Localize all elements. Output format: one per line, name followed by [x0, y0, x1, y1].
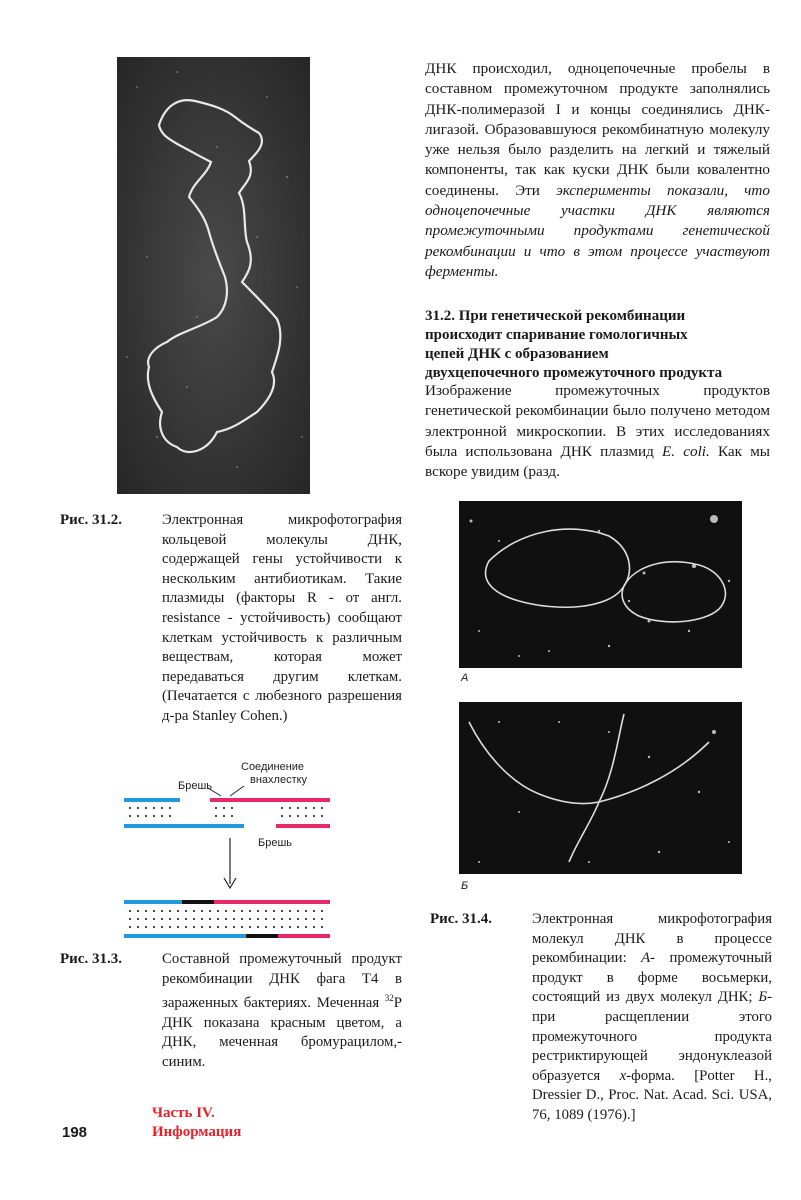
- fig-31-3-caption-pre: Составной промежуточный продукт рекомбинации ДНК фага Т4 в зараженных бактериях. Меченная: [162, 951, 402, 1012]
- fig-31-4-label-b: Б: [758, 989, 768, 1006]
- part-label: Часть IV.: [152, 1105, 215, 1121]
- intro-text: ДНК происходил, одноцепочечные пробелы в составном промежуточном продукте заполнялись ДНК-полимеразой I и концы соединялись ДНК-лигазой. Образовавшуюся рекомбинатную молекулу уже нельзя было разделить на легкий и тяжелый компоненты, так как куски ДНК были ковалентно соединены. Эти: [425, 60, 770, 199]
- red-strand-bottom-right: [276, 824, 330, 828]
- section-species: E. coli.: [662, 442, 710, 460]
- blue-strand-bottom: [124, 824, 244, 828]
- blue-strand-result-bottom: [124, 934, 246, 938]
- fig-31-4-label-a: А: [641, 950, 651, 967]
- page-number: 198: [62, 1124, 88, 1141]
- isotope-superscript: 32: [384, 993, 394, 1004]
- fig-31-4-caption-a: Электронная микрофотография молекул ДНК в процессе рекомбинации:: [532, 911, 772, 967]
- section-text-end: Как мы вскоре увидим (разд.: [425, 442, 771, 481]
- overlap-label: Соединение: [241, 761, 305, 773]
- fig-31-4-caption-b: - промежуточный продукт в форме восьмерки, состоящий из двух молекул ДНК;: [532, 950, 772, 1006]
- fig-31-2-photo: [117, 57, 310, 494]
- red-strand-top: [210, 798, 330, 802]
- fig-31-4-label: Рис. 31.4.: [430, 911, 492, 927]
- red-strand-result-bottom: [278, 934, 330, 938]
- fig-31-3-caption: [162, 950, 402, 1072]
- fig-31-4-panel-a-photo: [459, 501, 742, 668]
- fig-31-2-label: Рис. 31.2.: [60, 512, 122, 528]
- blue-strand-top-left: [124, 798, 180, 802]
- fig-31-2-caption: Электронная микрофотография кольцевой молекулы ДНК, содержащей гены устойчивости к нескольким антибиотикам. Такие плазмиды (факторы R - от англ. resistance - устойчивость) сообщают клеткам устойчивость к различным веществам, которая может передаваться другим клеткам. (Печатается с любезного разрешения д-ра Stanley Cohen.): [162, 512, 402, 724]
- panel-a-label: А: [461, 672, 469, 684]
- fig-31-4-caption-c: - при расщеплении этого промежуточного продукта рестриктирующей эндонуклеазой образуется: [532, 989, 772, 1084]
- gap-label-1: Брешь: [178, 780, 213, 792]
- section-text: Изображение промежуточных продуктов генетической рекомбинации было получено методом электронной микроскопии. В этих исследованиях была использована ДНК плазмид: [425, 382, 770, 460]
- gap-label-2: Брешь: [258, 837, 293, 849]
- right-column-text: [425, 59, 770, 282]
- fig-31-4-panel-b-photo: [459, 702, 742, 874]
- fig-31-3-caption-post: Р ДНК показана красным цветом, а ДНК, меченная бромурацилом,- синим.: [162, 995, 403, 1070]
- fig-31-3-diagram: [118, 758, 343, 948]
- panel-b-label: Б: [461, 880, 469, 892]
- part-title: Информация: [152, 1124, 242, 1140]
- fig-31-4-caption-d: -форма. [Potter H., Dressier D., Proc. Nat. Acad. Sci. USA, 76, 1089 (1976).]: [532, 1067, 772, 1123]
- section-body: [425, 381, 770, 482]
- black-segment-top: [182, 900, 214, 904]
- intro-italic: эксперименты показали, что одноцепочечные участки ДНК являются промежуточными продуктами генетической рекомбинации и что в этом процессе участвуют ферменты.: [425, 181, 770, 280]
- recombination-diagram: [118, 758, 343, 948]
- red-strand-result-top: [214, 900, 330, 904]
- blue-strand-result-top: [124, 900, 182, 904]
- fig-31-4-caption: [532, 910, 772, 1126]
- section-heading: [425, 307, 725, 383]
- overlap-label-2: внахлестку: [250, 774, 308, 786]
- black-segment-bottom: [246, 934, 278, 938]
- section-heading-text: 31.2. При генетической рекомбинации происходит спаривание гомологичных цепей ДНК с образованием двухцепочечного промежуточного продукта: [425, 308, 723, 381]
- fig-31-3-label: Рис. 31.3.: [60, 951, 122, 967]
- fig-31-4-chi: x: [619, 1067, 627, 1084]
